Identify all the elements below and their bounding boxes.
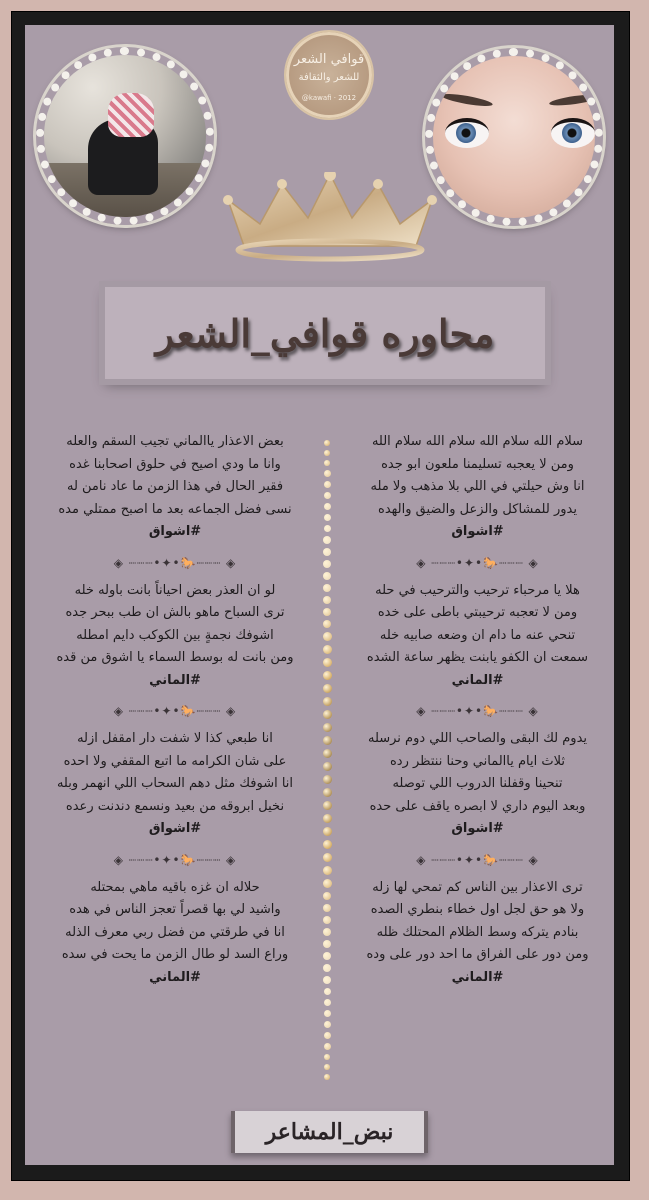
verse-line: ومن بانت له بوسط السماء يا اشوق من قده — [56, 650, 294, 665]
gold-bead — [323, 548, 331, 556]
gold-bead — [324, 492, 331, 499]
gold-bead — [323, 736, 332, 745]
verse-line: تنحي عنه ما دام ان وضعه صابيه خله — [379, 627, 576, 643]
verse-line: انا اشوفك مثل دهم السحاب اللي انهمر وبله — [56, 776, 294, 791]
poet-hashtag: #الماني — [149, 969, 201, 985]
photo-man-desert — [44, 55, 206, 217]
gold-bead — [323, 892, 331, 900]
gold-bead — [323, 584, 331, 592]
gold-bead — [324, 460, 330, 466]
verse-line: لو ان العذر بعض احياناً بانت باوله خله — [74, 582, 276, 598]
verse-line: واشيد لي بها قصراً تعجز الناس في هده — [69, 902, 281, 917]
gold-bead — [323, 801, 332, 810]
gold-bead — [323, 928, 331, 936]
verse-line: ترى السباح ماهو بالش ان طب ببحر جده — [65, 605, 285, 620]
gold-bead — [323, 866, 332, 875]
eye-left — [445, 118, 489, 148]
poet-hashtag: #اشواق — [148, 821, 202, 836]
brow-right — [549, 92, 602, 107]
gold-bead — [324, 1010, 331, 1017]
gold-bead — [324, 1032, 331, 1039]
brow-left — [441, 92, 494, 109]
gold-bead — [324, 988, 331, 995]
signature-banner — [231, 1111, 428, 1153]
verse-line: نسى فضل الجماعه بعد ما اصبح ممتلي مده — [58, 501, 292, 517]
gold-bead — [323, 976, 331, 984]
gold-bead — [324, 514, 331, 521]
gold-bead — [323, 904, 331, 912]
gold-bead — [324, 440, 330, 446]
gold-bead — [323, 952, 331, 960]
gold-bead — [323, 710, 332, 719]
verse-line: وبعد اليوم داري لا ابصره ياقف على حده — [369, 798, 586, 814]
verse-line: وانا ما ودي اصيح في حلوق اصحابنا غده — [69, 456, 281, 472]
gold-bead — [323, 632, 332, 641]
gold-bead — [323, 608, 331, 616]
verse-line: وراع السد لو طال الزمن ما يحت في سده — [61, 947, 289, 962]
verse-line: يدور للمشاكل والزعل والضيق والهده — [378, 501, 577, 517]
gold-bead — [323, 723, 332, 732]
verse-line: فقير الحال في هذا الزمن ما عاد نامن له — [66, 479, 284, 494]
verse-stanza — [340, 728, 615, 841]
gold-bead — [323, 749, 332, 758]
verse-line: سلام الله سلام الله سلام الله سلام الله — [371, 434, 584, 449]
gold-bead — [324, 481, 331, 488]
gold-bead — [324, 470, 331, 477]
verse-line: بنادم يتركه وسط الظلام المحتلك ظله — [376, 924, 579, 940]
gold-bead — [323, 840, 332, 849]
gold-bead — [323, 964, 331, 972]
gold-bead — [324, 1054, 330, 1060]
gold-bead — [323, 879, 332, 888]
verse-line: ولا هو حق لجل اول خطاء بنطري الصده — [370, 902, 585, 917]
verse-stanza — [30, 728, 320, 841]
signature-text: نبض_المشاعر — [265, 1119, 394, 1145]
crown-icon — [220, 172, 440, 262]
gold-bead — [323, 671, 332, 680]
verse-line: ثلاث ايام ياالماني وحنا ننتظر رده — [390, 753, 565, 769]
ornament-divider: ◈ ┈┈┈•✦•🐎┈┈┈ ◈ — [416, 555, 539, 570]
verse-stanza — [340, 580, 615, 693]
verse-line: ومن لا يعجبه تسليمنا ملعون ابو جده — [381, 456, 574, 472]
verses-right-column — [340, 431, 615, 989]
gold-bead — [323, 940, 331, 948]
verse-line: سمعت ان الكفو يابنت يظهر ساعة الشده — [366, 650, 589, 665]
gold-bead — [323, 645, 332, 654]
gold-bead — [324, 525, 331, 532]
gold-bead — [324, 999, 331, 1006]
bead-column — [322, 440, 332, 1090]
verse-stanza — [30, 580, 320, 693]
gold-bead — [324, 1064, 330, 1070]
gold-bead — [323, 762, 332, 771]
ornament-divider: ◈ ┈┈┈•✦•🐎┈┈┈ ◈ — [113, 852, 237, 867]
verse-line: بعض الاعذار ياالماني تجيب السقم والعله — [66, 434, 284, 449]
verse-stanza — [340, 877, 615, 990]
gold-bead — [323, 596, 331, 604]
gold-bead — [324, 450, 330, 456]
ornament-divider: ◈ ┈┈┈•✦•🐎┈┈┈ ◈ — [416, 704, 539, 718]
gold-bead — [323, 814, 332, 823]
logo-badge-subtitle: للشعر والثقافة — [298, 72, 360, 83]
poet-hashtag: #اشواق — [451, 821, 504, 836]
verse-line: ترى الاعذار بين الناس كم تمحي لها زله — [372, 879, 583, 895]
gold-bead — [323, 658, 332, 667]
verse-line: تنحينا وقفلنا الدروب اللي توصله — [392, 776, 563, 791]
gold-bead — [323, 572, 331, 580]
photo-headscarf — [108, 93, 154, 137]
verse-line: انا وش حيلتي في اللي بلا مذهب ولا مله — [370, 479, 585, 494]
page-title: محاوره قوافي_الشعر — [155, 310, 495, 356]
verse-stanza — [30, 877, 320, 990]
gold-bead — [323, 536, 331, 544]
gold-bead — [323, 560, 331, 568]
verse-line: انا في طرقتي من فضل ربي معرف الذله — [65, 924, 285, 940]
verse-line: على شان الكرامه ما اتبع المقفي ولا احده — [63, 753, 287, 769]
poet-hashtag: #الماني — [149, 672, 201, 688]
verse-line: انا طبعي كذا لا شفت دار امقفل ازله — [77, 731, 273, 746]
logo-badge-title: قوافي الشعر — [293, 52, 365, 67]
verse-line: اشوفك نجمةٍ بين الكوكب دايم امطله — [76, 627, 274, 643]
verse-line: هلا يا مرحباء ترحيب والترحيب في حله — [375, 582, 580, 598]
ornament-divider: ◈ ┈┈┈•✦•🐎┈┈┈ ◈ — [416, 852, 539, 867]
gold-bead — [323, 697, 332, 706]
poet-hashtag: #الماني — [451, 969, 504, 985]
photo-blue-eyes — [433, 56, 595, 218]
verse-stanza — [30, 431, 320, 544]
gold-bead — [323, 853, 332, 862]
gold-bead — [323, 775, 332, 784]
verse-line: حلاله ان غزه باقيه ماهي بمحتله — [90, 879, 260, 895]
gold-bead — [323, 620, 331, 628]
gold-bead — [323, 684, 332, 693]
verse-line: يدوم لك البقى والصاحب اللي دوم نرسله — [367, 731, 588, 746]
gold-bead — [323, 827, 332, 836]
portrait-man — [36, 47, 214, 225]
verse-line: ومن لا تعجبه ترحيبتي باطى على خده — [377, 605, 578, 620]
ornament-divider: ◈ ┈┈┈•✦•🐎┈┈┈ ◈ — [113, 555, 237, 570]
verse-line: نخيل ابروقه من بعيد ونسمع دندنت رعده — [65, 798, 285, 814]
verse-line: ومن دور على الفراق ما احد دور على وده — [366, 947, 589, 962]
portrait-eyes — [425, 48, 603, 226]
gold-bead — [324, 1043, 331, 1050]
ornament-divider: ◈ ┈┈┈•✦•🐎┈┈┈ ◈ — [113, 704, 237, 718]
verses-left-column — [30, 431, 320, 989]
gold-bead — [324, 1074, 330, 1080]
gold-bead — [324, 503, 331, 510]
eye-right — [551, 118, 595, 148]
gold-bead — [324, 1021, 331, 1028]
gold-bead — [323, 916, 331, 924]
gold-bead — [323, 788, 332, 797]
title-banner — [105, 287, 545, 379]
poet-hashtag: #الماني — [451, 672, 504, 688]
logo-badge — [284, 30, 374, 120]
poet-hashtag: #اشواق — [451, 524, 504, 539]
logo-badge-handle: @kawafi · 2012 — [301, 94, 357, 102]
verse-stanza — [340, 431, 615, 544]
poet-hashtag: #اشواق — [148, 524, 202, 539]
